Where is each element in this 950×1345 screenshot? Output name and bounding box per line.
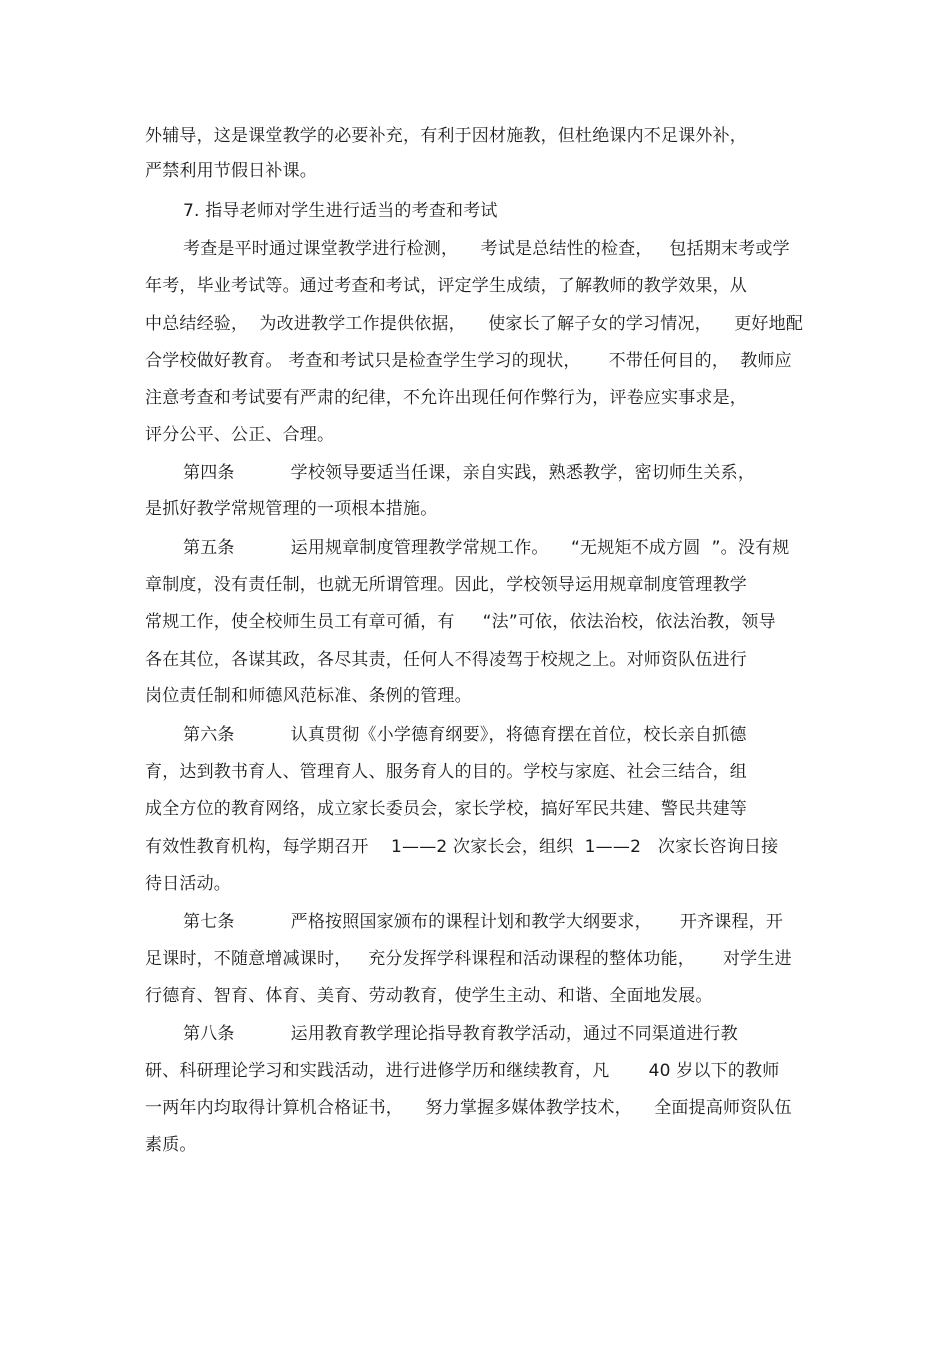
article-eight: 第八条 运用教育教学理论指导教育教学活动，通过不同渠道进行教 bbox=[183, 1024, 738, 1044]
text-line: 有效性教育机构，每学期召开 1——2 次家长会，组织 1——2 次家长咨询日接 bbox=[145, 837, 779, 857]
text-line: 章制度，没有责任制，也就无所谓管理。因此，学校领导运用规章制度管理教学 bbox=[145, 575, 747, 595]
text-line: 行德育、智育、体育、美育、劳动教育，使学生主动、和谐、全面地发展。 bbox=[145, 986, 713, 1006]
text-line: 一两年内均取得计算机合格证书， 努力掌握多媒体教学技术， 全面提高师资队伍 bbox=[145, 1098, 792, 1118]
text-line: 年考，毕业考试等。通过考查和考试，评定学生成绩，了解教师的教学效果，从 bbox=[145, 276, 747, 296]
article-four: 第四条 学校领导要适当任课，亲自实践，熟悉教学，密切师生关系， bbox=[183, 463, 756, 483]
text-line: 中总结经验， 为改进教学工作提供依据， 使家长了解子女的学习情况， 更好地配 bbox=[145, 314, 804, 334]
text-line: 各在其位，各谋其政，各尽其责，任何人不得凌驾于校规之上。对师资队伍进行 bbox=[145, 650, 747, 670]
text-line: 研、科研理论学习和实践活动，进行进修学历和继续教育，凡 40 岁以下的教师 bbox=[145, 1061, 780, 1081]
text-line: 考查是平时通过课堂教学进行检测， 考试是总结性的检查， 包括期末考或学 bbox=[183, 239, 790, 259]
article-six: 第六条 认真贯彻《小学德育纲要》，将德育摆在首位，校长亲自抓德 bbox=[183, 725, 747, 745]
text-line: 评分公平、公正、合理。 bbox=[145, 425, 335, 445]
article-five: 第五条 运用规章制度管理教学常规工作。 “无规矩不成方圆 ”。没有规 bbox=[183, 538, 790, 558]
section-heading: 7. 指导老师对学生进行适当的考查和考试 bbox=[183, 201, 498, 221]
text-line: 足课时，不随意增减课时， 充分发挥学科课程和活动课程的整体功能， 对学生进 bbox=[145, 949, 792, 969]
text-line: 成全方位的教育网络，成立家长委员会，家长学校，搞好军民共建、警民共建等 bbox=[145, 799, 747, 819]
text-line: 岗位责任制和师德风范标准、条例的管理。 bbox=[145, 686, 472, 706]
text-line: 是抓好教学常规管理的一项根本措施。 bbox=[145, 499, 438, 519]
text-line: 外辅导，这是课堂教学的必要补充，有利于因材施教，但杜绝课内不足课外补， bbox=[145, 126, 747, 146]
text-line: 严禁利用节假日补课。 bbox=[145, 161, 317, 181]
text-line: 注意考查和考试要有严肃的纪律，不允许出现任何作弊行为，评卷应实事求是， bbox=[145, 388, 747, 408]
text-line: 常规工作，使全校师生员工有章可循，有 “法”可依，依法治校，依法治教，领导 bbox=[145, 612, 776, 632]
article-seven: 第七条 严格按照国家颁布的课程计划和教学大纲要求， 开齐课程，开 bbox=[183, 912, 784, 932]
text-line: 育，达到教书育人、管理育人、服务育人的目的。学校与家庭、社会三结合，组 bbox=[145, 762, 747, 782]
text-line: 合学校做好教育。 考查和考试只是检查学生学习的现状， 不带任何目的， 教师应 bbox=[145, 351, 792, 371]
text-line: 素质。 bbox=[145, 1135, 197, 1155]
text-line: 待日活动。 bbox=[145, 874, 231, 894]
